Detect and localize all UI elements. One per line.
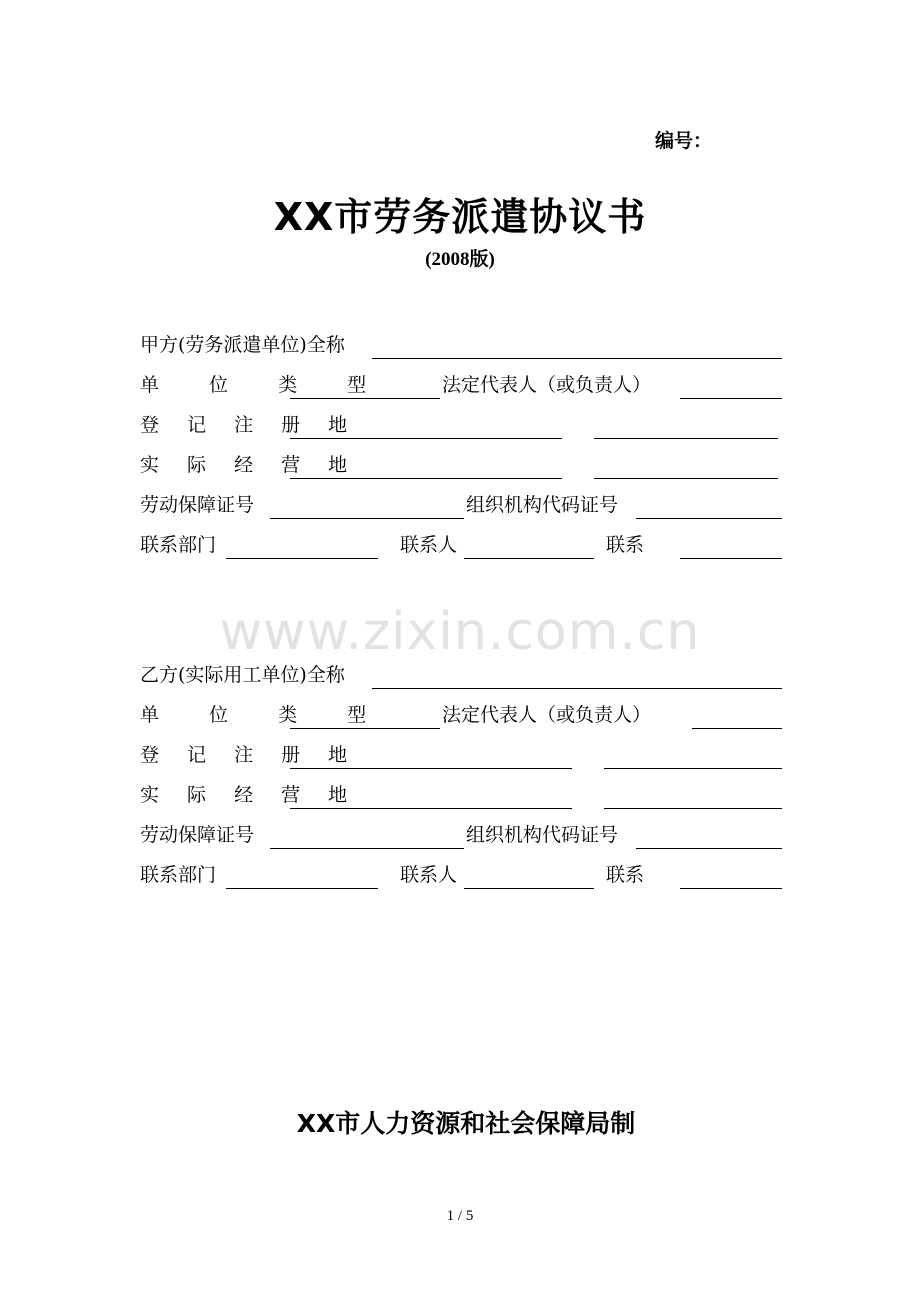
party-b-registered-row — [140, 743, 782, 769]
party-a-unit-type-field[interactable] — [290, 398, 440, 399]
party-a-org-code-field[interactable] — [636, 518, 782, 519]
watermark: www.zixin.com.cn — [219, 602, 701, 662]
party-b-actual-address-field[interactable] — [290, 808, 572, 809]
party-b-type-row — [140, 703, 782, 729]
party-b-contact-person-label: 联系人 — [400, 864, 458, 886]
party-b-full-name-label: 乙方(实际用工单位)全称 — [140, 664, 345, 686]
party-a-full-name-row — [140, 333, 782, 359]
party-a-full-name-field[interactable] — [372, 358, 782, 359]
party-b-contact-dept-field[interactable] — [226, 888, 378, 889]
party-b-license-row — [140, 823, 782, 849]
party-a-org-code-label: 组织机构代码证号 — [466, 494, 619, 516]
party-b-legal-rep-label: 法定代表人（或负责人） — [442, 704, 652, 726]
party-b-full-name-field[interactable] — [372, 688, 782, 689]
party-b-contact-row — [140, 863, 782, 889]
party-b-contact-field[interactable] — [680, 888, 782, 889]
party-a-registered-row — [140, 413, 782, 439]
party-a-unit-type-label: 单 位 类 型 — [140, 374, 389, 396]
serial-number-label: 编号： — [655, 130, 713, 152]
party-b-unit-type-field[interactable] — [290, 728, 440, 729]
party-b-contact-person-field[interactable] — [464, 888, 594, 889]
page-number: 1 / 5 — [446, 1208, 474, 1224]
party-a-contact-person-field[interactable] — [464, 558, 594, 559]
document-title: XX市劳务派遣协议书 — [273, 195, 647, 239]
party-a-type-row — [140, 373, 782, 399]
party-b-full-name-row — [140, 663, 782, 689]
party-b-org-code-label: 组织机构代码证号 — [466, 824, 619, 846]
party-b-registered-address-extra-field[interactable] — [604, 768, 782, 769]
party-a-license-row — [140, 493, 782, 519]
party-b-unit-type-label: 单 位 类 型 — [140, 704, 389, 726]
party-a-contact-dept-label: 联系部门 — [140, 534, 217, 556]
party-b-labor-security-no-field[interactable] — [270, 848, 464, 849]
party-a-contact-label: 联系 — [606, 534, 645, 556]
party-b-contact-label: 联系 — [606, 864, 645, 886]
party-a-actual-row — [140, 453, 782, 479]
party-a-labor-security-no-label: 劳动保障证号 — [140, 494, 255, 516]
party-b-actual-address-label: 实 际 经 营 地 — [140, 784, 359, 806]
party-b-registered-address-field[interactable] — [290, 768, 572, 769]
party-b-org-code-field[interactable] — [636, 848, 782, 849]
party-a-contact-field[interactable] — [680, 558, 782, 559]
party-b-legal-rep-field[interactable] — [692, 728, 782, 729]
party-a-legal-rep-field[interactable] — [680, 398, 782, 399]
party-a-registered-address-label: 登 记 注 册 地 — [140, 414, 359, 436]
party-a-registered-address-field[interactable] — [290, 438, 562, 439]
party-a-contact-row — [140, 533, 782, 559]
party-a-actual-address-extra-field[interactable] — [594, 478, 778, 479]
party-a-actual-address-field[interactable] — [290, 478, 562, 479]
party-a-legal-rep-label: 法定代表人（或负责人） — [442, 374, 652, 396]
party-a-actual-address-label: 实 际 经 营 地 — [140, 454, 359, 476]
party-b-labor-security-no-label: 劳动保障证号 — [140, 824, 255, 846]
edition-label: (2008版) — [425, 249, 495, 270]
party-b-contact-dept-label: 联系部门 — [140, 864, 217, 886]
party-a-registered-address-extra-field[interactable] — [594, 438, 778, 439]
issuing-organization: XX市人力资源和社会保障局制 — [296, 1109, 636, 1138]
party-a-full-name-label: 甲方(劳务派遣单位)全称 — [140, 334, 345, 356]
party-a-labor-security-no-field[interactable] — [270, 518, 464, 519]
party-a-contact-dept-field[interactable] — [226, 558, 378, 559]
party-b-registered-address-label: 登 记 注 册 地 — [140, 744, 359, 766]
party-a-contact-person-label: 联系人 — [400, 534, 458, 556]
party-b-actual-address-extra-field[interactable] — [604, 808, 782, 809]
party-b-actual-row — [140, 783, 782, 809]
